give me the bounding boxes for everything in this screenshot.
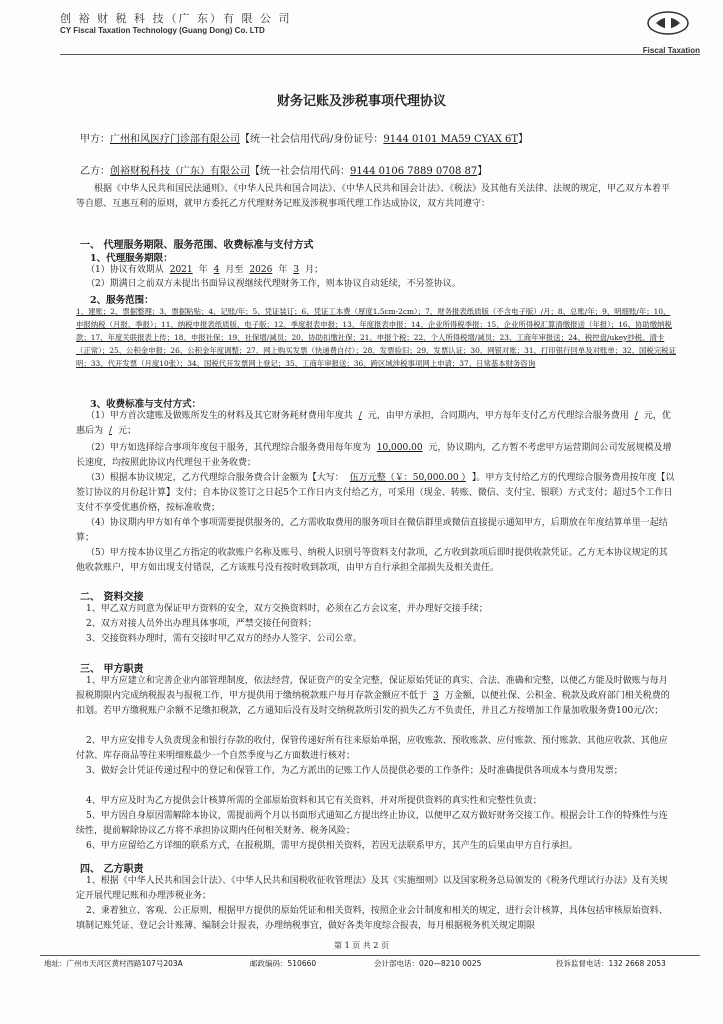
section3-item-6: 6、甲方应留给乙方详细的联系方式，在报税期，需甲方提供相关资料，若因无法联系甲方，其产生的后果由甲方自行承担。 <box>86 841 578 851</box>
page-number: 第 1 页 共 2 页 <box>334 941 389 950</box>
service-scope-list: 1、建账；2、票据整理；3、票据粘贴；4、记账/年；5、凭证装订；6、凭证工本费（厚度1.5cm-2cm）；7、财务报表纸质版（不含电子版）/月；8、总账/年；9、明细账/年；10、申报纳税（月报、季报）；11、纳税申报表纸质版、电子版；12、季度报表申报；13、年度报表申报；14、企业所得税季报；15、企业所得税汇算清缴报送（年报）；16、协助缴纳税款；17、年度关联报表上传；18、申报社保；19、社保增/减员；20、协助扣缴社保；21、申报个税；22、个人所得税增/减员；23、工商年审报送；24、税控盘/ukey抄税、清卡（正常）；25、公积金申报；26、公积金年度调整；27、网上购买发票（快递费自付）；28、发票验旧；29、发票认证；30、网银对账；31、打印银行回单及对账单；32、国税完税证明；33、代开发票（月度10张）；34、国税代开发票网上登记；35、工商年审报送；36、跨区域涉税事项网上申请；37、日常基本财务咨询 <box>76 307 676 368</box>
party-a-name: 广州和风医疗门诊部有限公司 <box>110 134 240 145</box>
footer-divider <box>40 955 700 956</box>
footer-phone: 会计部电话：020—8210 0025 <box>374 959 482 968</box>
page-title: 财务记账及涉税事项代理协议 <box>276 94 446 109</box>
footer-complaint: 投诉监督电话：132 2668 2053 <box>556 959 666 968</box>
footer-address: 地址：广州市天河区黄村西路107号203A <box>44 959 183 968</box>
party-a <box>80 130 528 145</box>
section3-heading: 三、 甲方职责 <box>80 664 144 675</box>
annual-fee-amount: 10,000.00 <box>376 443 423 453</box>
year-end: 2026 <box>249 265 273 275</box>
section1-heading: 一、 代理服务期限、服务范围、收费标准与支付方式 <box>80 240 314 251</box>
service-scope-heading: 2、服务范围： <box>90 295 154 306</box>
total-fee-amount: 伍万元整（￥：50,000.00 ） <box>349 473 466 483</box>
section4-item-1: 1、根据《中华人民共和国会计法》、《中华人民共和国税收征收管理法》及其《实施细则》以及国家税务总局颁发的《税务代理试行办法》及有关规定开展代理记账和办理涉税业务； <box>76 876 668 901</box>
section2-heading: 二、 资料交接 <box>80 592 144 603</box>
party-b-code-end: 】 <box>477 166 488 177</box>
min-deposit: 3 <box>433 691 439 701</box>
intro-paragraph: 根据《中华人民共和国民法通则》、《中华人民共和国合同法》、《中华人民共和国会计法》、《税法》及其他有关法律、法规的规定，甲乙双方本着平等自愿、互惠互利的原则，就甲方委托乙方代理财务记账及涉税事项代理工作达成协议，双方共同遵守： <box>76 184 671 209</box>
company-name-en: CY Fiscal Taxation Technology (Guang Dong) Co. LTD <box>60 26 265 35</box>
fee-item-3: （3）根据本协议规定，乙方代理综合服务费合计金额为【大写： 伍万元整（￥：50,000.00 ） 】。甲方支付给乙方的代理综合服务费用按年度【以签订协议的月份起计算】支付；自本协议签订之日起5个工作日内支付给乙方，可采用（现金、转账、微信、支付宝、银联）方式支付；超过5个工作日支付不享受优惠价格，按标准收费； <box>76 473 675 513</box>
section4-item-2: 2、秉着独立、客观、公正原则，根据甲方提供的原始凭证和相关资料，按照企业会计制度和相关的规定，进行会计核算，具体包括审核原始资料、填制记账凭证、登记会计账簿、编制会计报表，办理纳税事宜，做好各类年度综合报表，每月根据税务机关规定期限 <box>76 906 668 931</box>
party-a-code-end: 】 <box>518 134 529 145</box>
section3-item-1: 1、甲方应建立和完善企业内部管理制度，依法经营，保证资产的安全完整，保证原始凭证的真实、合法、准确和完整，以便乙方能及时做账与每月报税期限内完成纳税报表与报税工作，甲方提供用于缴纳税款账户每月存款金额应不低于 3 万金额，以便社保、公积金、税款及政府部门相关税费的扣划。若甲方缴税账户余额不足缴扣税款，乙方通知后没有及时交纳税款所引发的损失乙方不负责任，并且乙方按增加工作量加收服务费100元/次； <box>76 676 670 716</box>
term-renewal-line: （2）期满日之前双方未提出书面异议视继续代理财务工作，则本协议自动延续，不另签协议。 <box>86 279 461 289</box>
party-a-label: 甲方： <box>80 134 110 145</box>
section2-item-2: 2、双方对接人员外出办理具体事项，严禁交接任何资料； <box>86 619 317 629</box>
letterhead <box>60 10 700 54</box>
section3-item-3: 3、做好会计凭证传递过程中的登记和保管工作，为乙方派出的记账工作人员提供必要的工作条件；及时准确提供各项成本与费用发票； <box>86 766 623 776</box>
fee-item-2: （2）甲方如选择综合事项年度包干服务，其代理综合服务费用每年度为 10,000.00 元，协议期内，乙方暂不考虑甲方运营期间公司发展规模及增长速度，均按照此协议内代理包干业务收费； <box>76 443 672 468</box>
section3-item-5: 5、甲方因自身原因需解除本协议，需提前两个月以书面形式通知乙方提出终止协议，以便甲乙双方做好财务交接工作。根据会计工作的特殊性与连续性，提前解除协议乙方将不承担协议期内任何相关财务、税务风险； <box>76 811 668 836</box>
section2-item-1: 1、甲乙双方同意为保证甲方资料的安全，双方交换资料时，必须在乙方会议室，并办理好交接手续； <box>86 604 488 614</box>
party-b <box>80 162 487 177</box>
header-divider <box>60 54 700 55</box>
month-start: 4 <box>213 265 220 275</box>
footer-postcode: 邮政编码：510660 <box>250 959 317 968</box>
year-start: 2021 <box>169 265 193 275</box>
fee-item-1: （1）甲方首次建账及做账所发生的材料及其它财务耗材费用年度共 / 元，由甲方承担，合同期内，甲方每年支付乙方代理综合服务费用 / 元，优惠后为 / 元； <box>76 411 671 436</box>
party-a-code-label: 【统一社会信用代码/身份证号： <box>240 134 384 145</box>
section3-item-4: 4、甲方应及时为乙方提供会计核算所需的全部原始资料和其它有关资料，并对所提供资料的真实性和完整性负责； <box>86 796 542 806</box>
section4-heading: 四、 乙方职责 <box>80 864 144 875</box>
fee-item-5: （5）甲方按本协议里乙方指定的收款账户名称及账号、纳税人识别号等资料支付款项，乙方收到款项后即时提供收款凭证。乙方无本协议规定的其他收款账户，甲方如出现支付错误，乙方该账号没有按时收到款项，由甲方自行承担全部损失及相关责任。 <box>76 548 668 573</box>
party-b-name: 创裕财税科技（广东）有限公司 <box>110 166 250 177</box>
fee-item-4: （4）协议期内甲方如有单个事项需要提供服务的，乙方需收取费用的服务项目在微信群里或微信直接提示通知甲方，后期放在年度结算单里一起结算； <box>76 518 668 543</box>
month-end: 3 <box>293 265 300 275</box>
section3-item-2: 2、甲方应安排专人负责现金和银行存款的收付，保管传递好所有往来原始单据，应收账款、预收账款、应付账款、预付账款、其他应收款、其他应付款、库存商品等往来明细账最少一个自然季度与乙方面数进行核对； <box>76 736 668 761</box>
party-a-code: 9144 0101 MA59 CYAX 6T <box>383 134 519 145</box>
section2-item-3: 3、交接资料办理时，需有交接时甲乙双方的经办人签字、公司公章。 <box>86 634 362 644</box>
company-logo-icon <box>646 10 690 36</box>
party-b-code-label: 【统一社会信用代码： <box>250 166 350 177</box>
party-b-label: 乙方： <box>80 166 110 177</box>
company-name-cn: 创 裕 财 税 科 技（广 东）有 限 公 司 <box>60 12 292 25</box>
fee-heading: 3、收费标准与支付方式： <box>90 399 202 410</box>
term-line: （1）协议有效期从 2021 年 4 月至 2026 年 3 月； <box>86 265 324 275</box>
service-period-heading: 1、代理服务期限： <box>90 253 173 264</box>
party-b-code: 9144 0106 7889 0708 87 <box>350 166 478 177</box>
brand-text: Fiscal Taxation <box>642 46 700 55</box>
